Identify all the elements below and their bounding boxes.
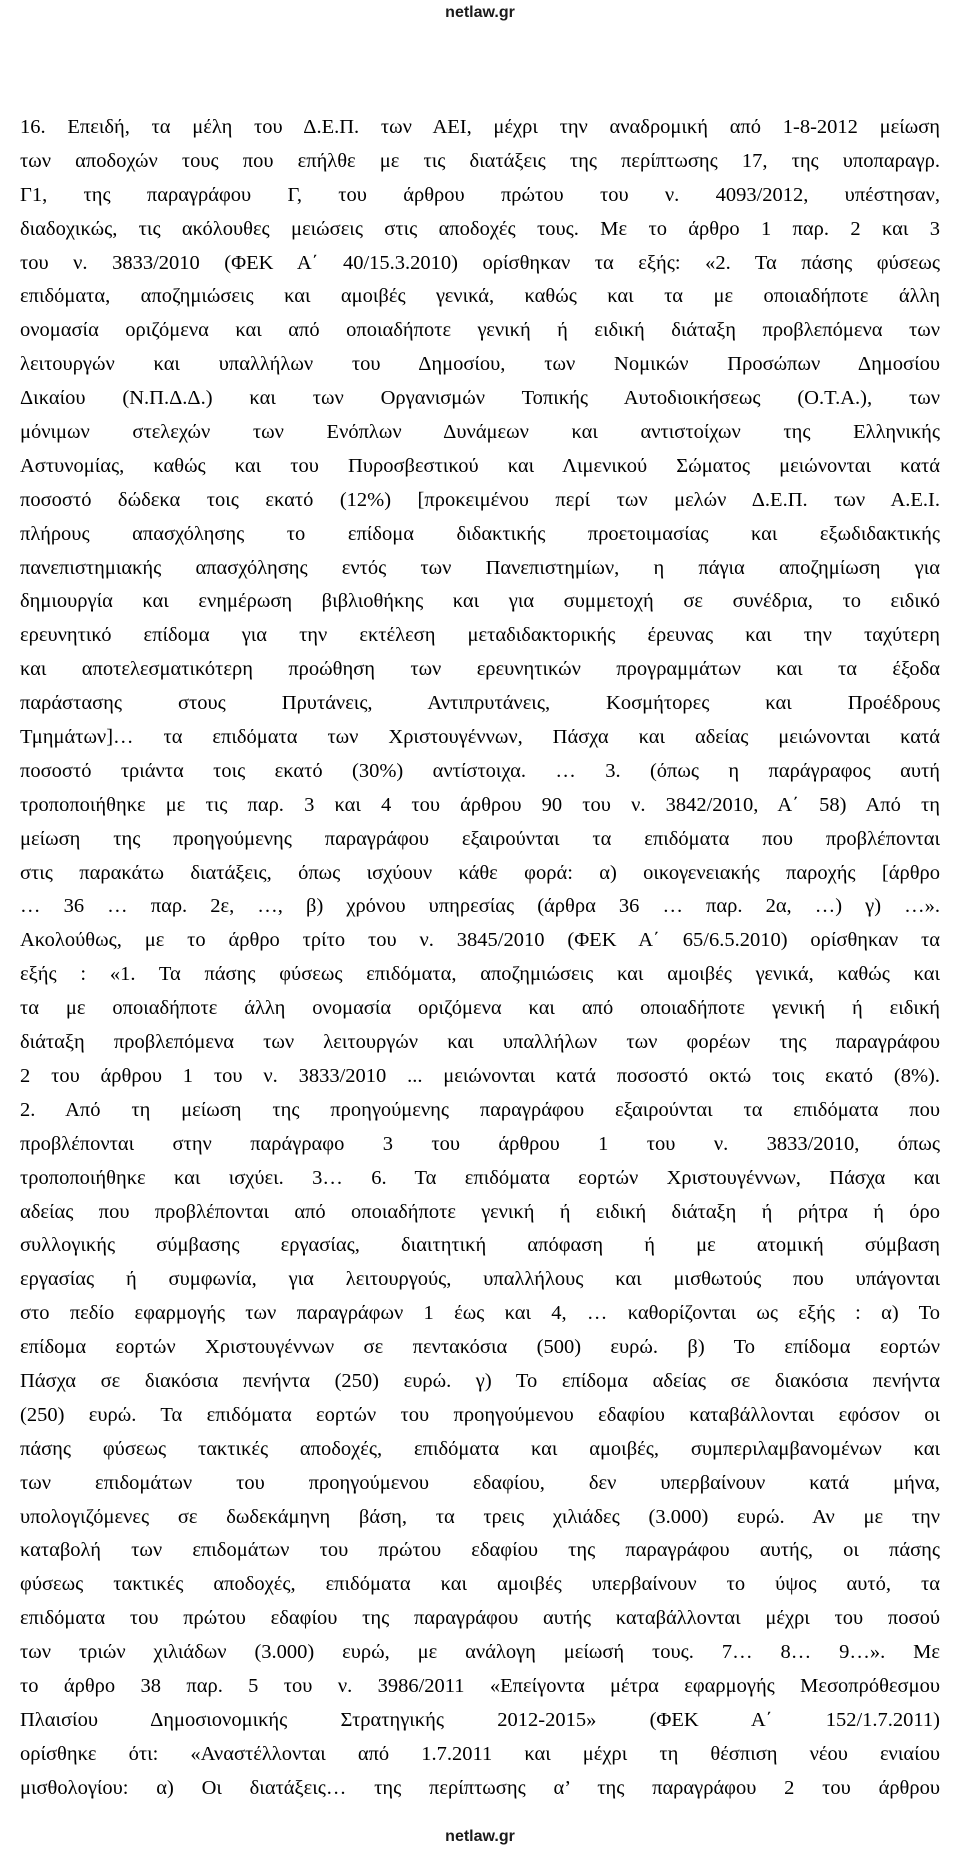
text-line: Αστυνομίας, καθώς και του Πυροσβεστικού και Λιμενικού Σώματος μειώνονται κατά: [20, 454, 940, 477]
text-line: του ν. 3833/2010 (ΦΕΚ Α΄ 40/15.3.2010) ορίσθηκαν τα εξής: «2. Τα πάσης φύσεως: [20, 251, 940, 274]
document-paragraph: [20, 111, 940, 1839]
text-line: δημιουργία και ενημέρωση βιβλιοθήκης και για συμμετοχή σε συνέδρια, το ειδικό: [20, 590, 940, 613]
text-line: το άρθρο 38 παρ. 5 του ν. 3986/2011 «Επείγοντα μέτρα εφαρμογής Μεσοπρόθεσμου: [20, 1674, 940, 1697]
text-line: των τριών χιλιάδων (3.000) ευρώ, με ανάλογη μείωσή τους. 7… 8… 9…». Με: [20, 1641, 940, 1664]
text-line: παράστασης στους Πρυτάνεις, Αντιπρυτάνεις, Κοσμήτορες και Προέδρους: [20, 692, 940, 715]
text-line: και αποτελεσματικότερη προώθηση των ερευνητικών προγραμμάτων και τα έξοδα: [20, 658, 940, 681]
text-line: … 36 … παρ. 2ε, …, β) χρόνου υπηρεσίας (άρθρα 36 … παρ. 2α, …) γ) …».: [20, 895, 940, 918]
text-line: ποσοστό τριάντα τοις εκατό (30%) αντίστοιχα. … 3. (όπως η παράγραφος αυτή: [20, 759, 940, 782]
text-line: συλλογικής σύμβασης εργασίας, διαιτητική απόφαση ή με ατομική σύμβαση: [20, 1234, 940, 1257]
text-line: Ακολούθως, με το άρθρο τρίτο του ν. 3845/2010 (ΦΕΚ Α΄ 65/6.5.2010) ορίσθηκαν τα: [20, 929, 940, 952]
text-line: Πλαισίου Δημοσιονομικής Στρατηγικής 2012-2015» (ΦΕΚ Α΄ 152/1.7.2011): [20, 1708, 940, 1731]
text-line: επιδόματα του πρώτου εδαφίου της παραγράφου αυτής καταβάλλονται μέχρι του ποσού: [20, 1607, 940, 1630]
text-line: πανεπιστημιακής απασχόλησης εντός των Πανεπιστημίων, η πάγια αποζημίωση για: [20, 556, 940, 579]
text-line: υπολογιζόμενες σε δωδεκάμηνη βάση, τα τρεις χιλιάδες (3.000) ευρώ. Αν με την: [20, 1505, 940, 1528]
text-line: μείωση της προηγούμενης παραγράφου εξαιρούνται τα επιδόματα που προβλέπονται: [20, 827, 940, 850]
site-header[interactable]: netlaw.gr: [445, 4, 515, 21]
text-line: Πάσχα σε διακόσια πενήντα (250) ευρώ. γ) Το επίδομα αδείας σε διακόσια πενήντα: [20, 1369, 940, 1392]
text-line: λειτουργών και υπαλλήλων του Δημοσίου, των Νομικών Προσώπων Δημοσίου: [20, 353, 940, 376]
text-line: φύσεως τακτικές αποδοχές, επιδόματα και αμοιβές υπερβαίνουν το ύψος αυτό, τα: [20, 1573, 940, 1596]
text-line: πάσης φύσεως τακτικές αποδοχές, επιδόματα και αμοιβές, συμπεριλαμβανομένων και: [20, 1437, 940, 1460]
text-line: (250) ευρώ. Τα επιδόματα εορτών του προηγούμενου εδαφίου καταβάλλονται εφόσον οι: [20, 1403, 940, 1426]
text-line: Τμημάτων]… τα επιδόματα των Χριστουγέννων, Πάσχα και αδείας μειώνονται κατά: [20, 726, 940, 749]
text-line: 16. Επειδή, τα μέλη του Δ.Ε.Π. των ΑΕΙ, μέχρι την αναδρομική από 1-8-2012 μείωση: [20, 116, 940, 138]
text-line: πλήρους απασχόλησης το επίδομα διδακτικής προετοιμασίας και εξωδιδακτικής: [20, 522, 940, 545]
text-line: ποσοστό δώδεκα τοις εκατό (12%) [προκειμένου περί των μελών Δ.Ε.Π. των Α.Ε.Ι.: [20, 488, 940, 511]
text-line: 2 του άρθρου 1 του ν. 3833/2010 ... μειώνονται κατά ποσοστό οκτώ τοις εκατό (8%).: [20, 1064, 940, 1087]
text-line: μόνιμων στελεχών των Ενόπλων Δυνάμεων και αντιστοίχων της Ελληνικής: [20, 421, 940, 444]
text-line: Δικαίου (Ν.Π.Δ.Δ.) και των Οργανισμών Τοπικής Αυτοδιοικήσεως (Ο.Τ.Α.), των: [20, 387, 940, 410]
text-line: προβλέπονται στην παράγραφο 3 του άρθρου 1 του ν. 3833/2010, όπως: [20, 1132, 940, 1155]
text-line: Γ1, της παραγράφου Γ, του άρθρου πρώτου του ν. 4093/2012, υπέστησαν,: [20, 183, 940, 206]
text-line: διάταξη προβλεπόμενα των λειτουργών και υπαλλήλων των φορέων της παραγράφου: [20, 1031, 940, 1054]
text-line: αδείας που προβλέπονται από οποιαδήποτε γενική ή ειδική διάταξη ή ρήτρα ή όρο: [20, 1200, 940, 1223]
text-line: 2. Από τη μείωση της προηγούμενης παραγράφου εξαιρούνται τα επιδόματα που: [20, 1098, 940, 1121]
site-footer[interactable]: netlaw.gr: [445, 1828, 515, 1845]
text-line: διαδοχικώς, τις ακόλουθες μειώσεις στις αποδοχές τους. Με το άρθρο 1 παρ. 2 και 3: [20, 217, 940, 240]
text-line: τα με οποιαδήποτε άλλη ονομασία οριζόμενα και από οποιαδήποτε γενική ή ειδική: [20, 997, 940, 1020]
text-line: εργασίας ή συμφωνία, για λειτουργούς, υπαλλήλους και μισθωτούς που υπάγονται: [20, 1268, 940, 1291]
text-line: μισθολογίου: α) Οι διατάξεις… της περίπτωσης α’ της παραγράφου 2 του άρθρου: [20, 1776, 940, 1799]
text-line: των αποδοχών τους που επήλθε με τις διατάξεις της περίπτωσης 17, της υποπαραγρ.: [20, 149, 940, 172]
text-line: επίδομα εορτών Χριστουγέννων σε πεντακόσια (500) ευρώ. β) Το επίδομα εορτών: [20, 1336, 940, 1359]
text-line: των επιδομάτων του προηγούμενου εδαφίου, δεν υπερβαίνουν κατά μήνα,: [20, 1471, 940, 1494]
text-line: τροποποιήθηκε και ισχύει. 3… 6. Τα επιδόματα εορτών Χριστουγέννων, Πάσχα και: [20, 1166, 940, 1189]
text-line: τροποποιήθηκε με τις παρ. 3 και 4 του άρθρου 90 του ν. 3842/2010, Α΄ 58) Από τη: [20, 793, 940, 816]
text-line: στις παρακάτω διατάξεις, όπως ισχύουν κάθε φορά: α) οικογενειακής παροχής [άρθρο: [20, 861, 940, 884]
text-line: στο πεδίο εφαρμογής των παραγράφων 1 έως και 4, … καθορίζονται ως εξής : α) Το: [20, 1302, 940, 1325]
text-line: επιδόματα, αποζημιώσεις και αμοιβές γενικά, καθώς και τα με οποιαδήποτε άλλη: [20, 285, 940, 308]
text-line: ονομασία οριζόμενα και από οποιαδήποτε γενική ή ειδική διάταξη προβλεπόμενα των: [20, 319, 940, 342]
text-line: ερευνητικό επίδομα για την εκτέλεση μεταδιδακτορικής έρευνας και την ταχύτερη: [20, 624, 940, 647]
text-line: εξής : «1. Τα πάσης φύσεως επιδόματα, αποζημιώσεις και αμοιβές γενικά, καθώς και: [20, 963, 940, 986]
text-line: ορίσθηκε ότι: «Αναστέλλονται από 1.7.2011 και μέχρι τη θέσπιση νέου ενιαίου: [20, 1742, 940, 1765]
text-line: καταβολή των επιδομάτων του πρώτου εδαφίου της παραγράφου αυτής, οι πάσης: [20, 1539, 940, 1562]
